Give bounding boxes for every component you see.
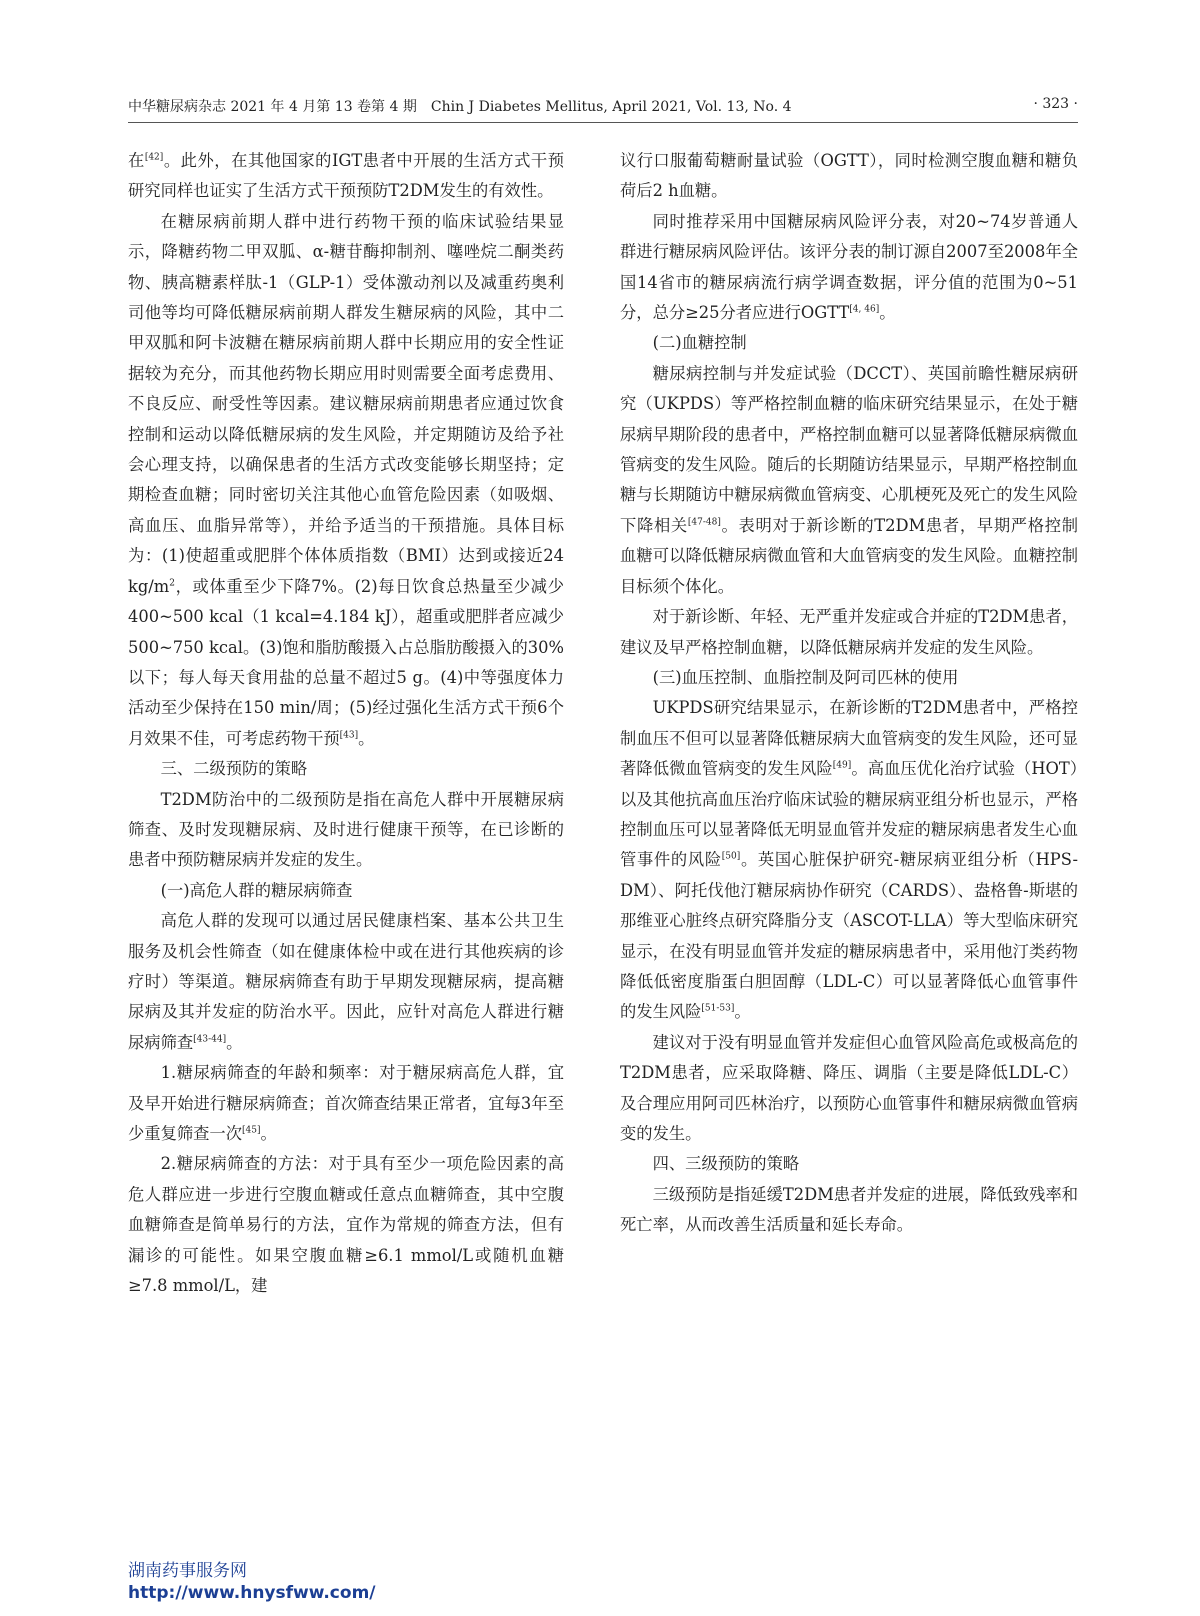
text-run: 同时推荐采用中国糖尿病风险评分表，对20~74岁普通人群进行糖尿病风险评估。该评分表的制订源自2007至2008年全国14省市的糖尿病流行病学调查数据，评分值的范围为0~51分，总分≥25分者应进行OGTT [620,211,1078,323]
citation-ref: [4, 46] [849,304,880,315]
paragraph: 议行口服葡萄糖耐量试验（OGTT），同时检测空腹血糖和糖负荷后2 h血糖。 [620,151,1078,201]
text-run: 。高血压优化治疗试验（HOT）以及其他抗高血压治疗临床试验的糖尿病亚组分析也显示，严格控制血压可以显著降低无明显血管并发症的糖尿病患者发生心血管事件的风险 [620,759,1078,870]
paragraph: 对于新诊断、年轻、无严重并发症或合并症的T2DM患者，建议及早严格控制血糖，以降低糖尿病并发症的发生风险。 [620,607,1079,657]
paragraph [620,693,1078,1027]
citation-ref: [43-44] [193,1034,227,1045]
journal-citation: 中华糖尿病杂志 2021 年 4 月第 13 卷第 4 期 Chin J Diabetes Mellitus, April 2021, Vol. 13, No. 4 [128,99,792,115]
paragraph [128,146,564,207]
citation-ref: [47-48] [687,517,721,528]
superscript: 2 [169,578,175,589]
paragraph [128,207,564,754]
text-run: UKPDS研究结果显示，在新诊断的T2DM患者中，严格控制血压不但可以显著降低糖尿病大血管病变的发生风险，还可显著降低微血管病变的发生风险 [620,698,1078,779]
citation-ref: [51-53] [701,1003,735,1014]
paragraph: 建议对于没有明显血管并发症但心血管风险高危或极高危的T2DM患者，应采取降糖、降压、调脂（主要是降低LDL-C）及合理应用阿司匹林治疗，以预防心血管事件和糖尿病微血管病变的发生。 [620,1032,1078,1143]
text-run: 。 [358,728,375,748]
citation-ref: [50] [721,851,741,862]
paragraph [128,906,564,1058]
text-run: 。此外，在其他国家的IGT患者中开展的生活方式干预研究同样也证实了生活方式干预预防T2DM发生的有效性。 [128,151,564,201]
subsection-heading: (三)血压控制、血脂控制及阿司匹林的使用 [652,667,959,687]
text-run: 高危人群的发现可以通过居民健康档案、基本公共卫生服务及机会性筛查（如在健康体检中或在进行其他疾病的诊疗时）等渠道。糖尿病筛查有助于早期发现糖尿病，提高糖尿病及其并发症的防治水平。因此，应针对高危人群进行糖尿病筛查 [128,911,564,1052]
text-run: 。英国心脏保护研究-糖尿病亚组分析（HPS-DM）、阿托伐他汀糖尿病协作研究（CARDS）、盎格鲁-斯堪的那维亚心脏终点研究降脂分支（ASCOT-LLA）等大型临床研究显示，在没有明显血管并发症的糖尿病患者中，采用他汀类药物降低低密度脂蛋白胆固醇（LDL-C）可以显著降低心血管事件的发生风险 [620,850,1078,1022]
text-run: 在糖尿病前期人群中进行药物干预的临床试验结果显示，降糖药物二甲双胍、α-糖苷酶抑制剂、噻唑烷二酮类药物、胰高糖素样肽-1（GLP-1）受体激动剂以及减重药奥利司他等均可降低糖尿病前期人群发生糖尿病的风险，其中二甲双胍和阿卡波糖在糖尿病前期人群中长期应用的安全性证据较为充分，而其他药物长期应用时则需要全面考虑费用、不良反应、耐受性等因素。建议糖尿病前期患者应通过饮食控制和运动以降低糖尿病的发生风险，并定期随访及给予社会心理支持，以确保患者的生活方式改变能够长期坚持；定期检查血糖；同时密切关注其他心血管危险因素（如吸烟、高血压、血脂异常等），并给予适当的干预措施。具体目标为：(1)使超重或肥胖个体体质指数（BMI）达到或接近24 kg/m [128,211,564,596]
citation-ref: [43] [339,730,359,741]
text-run: 糖尿病控制与并发症试验（DCCT）、英国前瞻性糖尿病研究（UKPDS）等严格控制血糖的临床研究结果显示，在处于糖尿病早期阶段的患者中，严格控制血糖可以显著降低糖尿病微血管病变的发生风险。随后的长期随访结果显示，早期严格控制血糖与长期随访中糖尿病微血管病变、心肌梗死及死亡的发生风险下降相关 [620,363,1078,535]
paragraph: 三级预防是指延缓T2DM患者并发症的进展，降低致残率和死亡率，从而改善生活质量和延长寿命。 [620,1184,1079,1235]
citation-ref: [42] [144,152,164,163]
right-column [620,146,1078,1241]
text-run: 1.糖尿病筛查的年龄和频率：对于糖尿病高危人群，宜及早开始进行糖尿病筛查；首次筛查结果正常者，宜每3年至少重复筛查一次 [128,1063,564,1143]
paragraph [128,1058,564,1149]
section-heading: 三、二级预防的策略 [160,759,308,779]
running-header [128,92,1078,123]
text-run: ，或体重至少下降7%。(2)每日饮食总热量至少减少400~500 kcal（1 kcal=4.184 kJ），超重或肥胖者应减少500~750 kcal。(3)饱和脂肪酸摄入占总脂肪酸摄入的30%以下；每人每天食用盐的总量不超过5 g。(4)中等强度体力活动至少保持在150 min/周；(5)经过强化生活方式干预6个月效果不佳，可考虑药物干预 [128,576,564,748]
subsection-heading: (二)血糖控制 [652,333,747,353]
text-run: 在 [128,151,145,170]
citation-ref: [49] [832,760,852,771]
text-run: 。 [734,1002,751,1022]
site-url-link[interactable]: http://www.hnysfww.com/ [128,1583,376,1603]
section-heading: 四、三级预防的策略 [652,1154,800,1174]
site-name: 湖南药事服务网 [128,1561,247,1581]
text-run: 。 [879,303,896,323]
citation-ref: [45] [241,1125,261,1136]
text-run: 。 [260,1124,277,1143]
paragraph [620,359,1078,602]
paragraph: T2DM防治中的二级预防是指在高危人群中开展糖尿病筛查、及时发现糖尿病、及时进行健康干预等，在已诊断的患者中预防糖尿病并发症的发生。 [128,789,564,870]
paragraph: 2.糖尿病筛查的方法：对于具有至少一项危险因素的高危人群应进一步进行空腹血糖或任意点血糖筛查，其中空腹血糖筛查是简单易行的方法，宜作为常规的筛查方法，但有漏诊的可能性。如果空腹血糖≥6.1 mmol/L或随机血糖≥7.8 mmol/L，建 [128,1154,564,1296]
text-run: 。 [226,1032,243,1052]
subsection-heading: (一)高危人群的糖尿病筛查 [160,880,353,900]
paragraph [620,207,1078,329]
watermark-footer [128,1560,376,1604]
page-number: · 323 · [1033,96,1078,112]
text-run: 。表明对于新诊断的T2DM患者，早期严格控制血糖可以降低糖尿病微血管和大血管病变的发生风险。血糖控制目标须个体化。 [620,515,1078,596]
left-column [128,146,564,1301]
